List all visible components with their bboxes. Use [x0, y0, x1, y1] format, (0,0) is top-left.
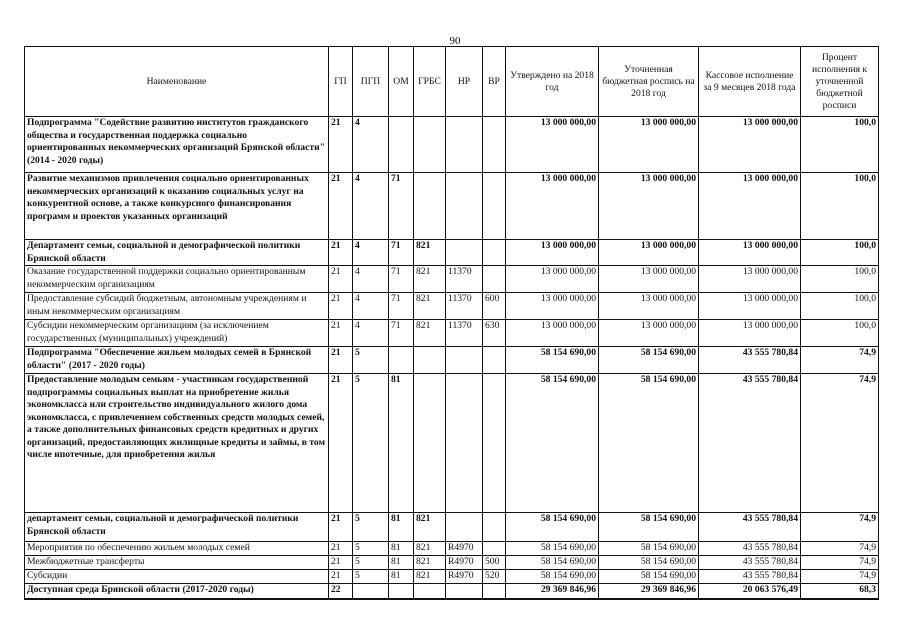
cell-gp: 22 [329, 584, 353, 599]
cell-vr [483, 347, 506, 374]
cell-nr: 11370 [446, 266, 483, 293]
table-row [25, 542, 879, 556]
cell-refined: 13 000 000,00 [599, 240, 699, 266]
cell-gp: 21 [329, 117, 353, 173]
cell-pgp: 5 [353, 570, 389, 584]
cell-approved: 13 000 000,00 [506, 266, 599, 293]
cell-percent: 74,9 [801, 347, 879, 374]
cell-percent: 100,0 [801, 266, 879, 293]
cell-approved: 13 000 000,00 [506, 293, 599, 320]
cell-executed: 13 000 000,00 [699, 173, 801, 240]
cell-pgp: 4 [353, 320, 389, 347]
header-row [25, 47, 879, 117]
table-row [25, 513, 879, 542]
cell-vr [483, 173, 506, 240]
cell-vr [483, 513, 506, 542]
header-percent: Процент исполнения к уточненной бюджетной росписи [801, 47, 879, 117]
cell-executed: 43 555 780,84 [699, 374, 801, 513]
cell-gp: 21 [329, 266, 353, 293]
cell-gp: 21 [329, 556, 353, 570]
cell-nr: 11370 [446, 320, 483, 347]
cell-grbs: 821 [414, 320, 446, 347]
cell-name: Субсидии [25, 570, 329, 584]
cell-executed: 13 000 000,00 [699, 240, 801, 266]
table-row [25, 117, 879, 173]
cell-name: Предоставление субсидий бюджетным, автономным учреждениям и иным некоммерческим организациям [25, 293, 329, 320]
cell-nr [446, 584, 483, 599]
cell-name: Департамент семьи, социальной и демографической политики Брянской области [25, 240, 329, 266]
table-row [25, 320, 879, 347]
cell-percent: 68,3 [801, 584, 879, 599]
table-row [25, 347, 879, 374]
cell-name: Предоставление молодым семьям - участникам государственной подпрограммы социальных выплат на приобретение жилья экономкласса или строительство индивидуального жилого дома экономкласса, с привлечением собственных средств молодых семей, а также дополнительных финансовых средств кредитных и других организаций, предоставляющих жилищные кредиты и займы, в том числе ипотечные, для приобретения жилья [25, 374, 329, 513]
cell-grbs: 821 [414, 556, 446, 570]
cell-executed: 43 555 780,84 [699, 513, 801, 542]
cell-vr [483, 584, 506, 599]
cell-name: департамент семьи, социальной и демографической политики Брянской области [25, 513, 329, 542]
page-number: 90 [449, 35, 461, 47]
cell-executed: 43 555 780,84 [699, 542, 801, 556]
cell-percent: 100,0 [801, 240, 879, 266]
cell-vr [483, 542, 506, 556]
cell-percent: 74,9 [801, 542, 879, 556]
cell-grbs: 821 [414, 542, 446, 556]
cell-percent: 74,9 [801, 513, 879, 542]
cell-nr [446, 347, 483, 374]
cell-approved: 13 000 000,00 [506, 173, 599, 240]
cell-percent: 100,0 [801, 293, 879, 320]
table-row [25, 266, 879, 293]
cell-pgp: 4 [353, 266, 389, 293]
cell-vr: 630 [483, 320, 506, 347]
cell-grbs [414, 117, 446, 173]
cell-pgp: 5 [353, 542, 389, 556]
cell-vr [483, 117, 506, 173]
cell-om: 81 [389, 542, 414, 556]
cell-refined: 58 154 690,00 [599, 556, 699, 570]
header-pgp: ПГП [353, 47, 389, 117]
cell-approved: 58 154 690,00 [506, 570, 599, 584]
cell-refined: 58 154 690,00 [599, 513, 699, 542]
cell-gp: 21 [329, 513, 353, 542]
cell-pgp [353, 584, 389, 599]
cell-gp: 21 [329, 173, 353, 240]
cell-om: 71 [389, 320, 414, 347]
cell-vr: 500 [483, 556, 506, 570]
cell-gp: 21 [329, 570, 353, 584]
header-grbs: ГРБС [414, 47, 446, 117]
cell-grbs [414, 374, 446, 513]
cell-approved: 58 154 690,00 [506, 542, 599, 556]
cell-grbs: 821 [414, 240, 446, 266]
cell-gp: 21 [329, 374, 353, 513]
cell-name: Подпрограмма "Обеспечение жильем молодых семей в Брянской области" (2017 - 2020 годы) [25, 347, 329, 374]
cell-nr [446, 117, 483, 173]
cell-gp: 21 [329, 293, 353, 320]
table-row [25, 570, 879, 584]
cell-refined: 13 000 000,00 [599, 293, 699, 320]
cell-pgp: 5 [353, 513, 389, 542]
cell-percent: 74,9 [801, 556, 879, 570]
cell-pgp: 5 [353, 347, 389, 374]
cell-pgp: 4 [353, 173, 389, 240]
header-approved: Утверждено на 2018 год [506, 47, 599, 117]
cell-nr [446, 374, 483, 513]
cell-approved: 13 000 000,00 [506, 240, 599, 266]
cell-grbs [414, 584, 446, 599]
cell-executed: 13 000 000,00 [699, 117, 801, 173]
header-refined: Уточненная бюджетная роспись на 2018 год [599, 47, 699, 117]
table-row [25, 374, 879, 513]
cell-executed: 43 555 780,84 [699, 570, 801, 584]
cell-om: 71 [389, 293, 414, 320]
cell-grbs: 821 [414, 293, 446, 320]
cell-refined: 13 000 000,00 [599, 173, 699, 240]
cell-grbs [414, 173, 446, 240]
cell-om: 71 [389, 173, 414, 240]
cell-gp: 21 [329, 240, 353, 266]
cell-pgp: 5 [353, 556, 389, 570]
header-executed: Кассовое исполнение за 9 месяцев 2018 года [699, 47, 801, 117]
cell-refined: 13 000 000,00 [599, 320, 699, 347]
cell-vr: 520 [483, 570, 506, 584]
table-row [25, 173, 879, 240]
cell-approved: 58 154 690,00 [506, 374, 599, 513]
cell-om [389, 117, 414, 173]
cell-nr [446, 173, 483, 240]
cell-vr: 600 [483, 293, 506, 320]
cell-name: Доступная среда Брянской области (2017-2020 годы) [25, 584, 329, 599]
cell-approved: 58 154 690,00 [506, 556, 599, 570]
cell-nr: R4970 [446, 556, 483, 570]
cell-name: Межбюджетные трансферты [25, 556, 329, 570]
header-gp: ГП [329, 47, 353, 117]
cell-executed: 13 000 000,00 [699, 320, 801, 347]
cell-om: 81 [389, 374, 414, 513]
header-name: Наименование [25, 47, 329, 117]
budget-table [24, 46, 879, 600]
header-vr: ВР [483, 47, 506, 117]
cell-om [389, 347, 414, 374]
cell-grbs: 821 [414, 513, 446, 542]
cell-pgp: 4 [353, 117, 389, 173]
cell-approved: 58 154 690,00 [506, 347, 599, 374]
cell-vr [483, 240, 506, 266]
header-nr: НР [446, 47, 483, 117]
cell-vr [483, 266, 506, 293]
cell-gp: 21 [329, 347, 353, 374]
cell-om: 71 [389, 240, 414, 266]
cell-percent: 100,0 [801, 320, 879, 347]
cell-grbs: 821 [414, 570, 446, 584]
cell-refined: 58 154 690,00 [599, 374, 699, 513]
cell-om: 81 [389, 556, 414, 570]
cell-om [389, 584, 414, 599]
cell-executed: 43 555 780,84 [699, 347, 801, 374]
cell-percent: 100,0 [801, 173, 879, 240]
cell-refined: 58 154 690,00 [599, 542, 699, 556]
cell-pgp: 4 [353, 240, 389, 266]
cell-percent: 74,9 [801, 374, 879, 513]
cell-grbs [414, 347, 446, 374]
cell-om: 81 [389, 513, 414, 542]
cell-approved: 13 000 000,00 [506, 320, 599, 347]
cell-nr [446, 513, 483, 542]
cell-name: Субсидии некоммерческим организациям (за исключением государственных (муниципальных) учреждений) [25, 320, 329, 347]
cell-pgp: 5 [353, 374, 389, 513]
cell-grbs: 821 [414, 266, 446, 293]
cell-executed: 13 000 000,00 [699, 293, 801, 320]
cell-refined: 13 000 000,00 [599, 266, 699, 293]
cell-nr: R4970 [446, 570, 483, 584]
cell-refined: 58 154 690,00 [599, 570, 699, 584]
cell-name: Развитие механизмов привлечения социально ориентированных некоммерческих организаций к оказанию социальных услуг на конкурентной основе, а также конкурсного финансирования программ и проектов указанных организаций [25, 173, 329, 240]
cell-executed: 13 000 000,00 [699, 266, 801, 293]
cell-approved: 29 369 846,96 [506, 584, 599, 599]
cell-vr [483, 374, 506, 513]
cell-refined: 13 000 000,00 [599, 117, 699, 173]
cell-pgp: 4 [353, 293, 389, 320]
cell-approved: 13 000 000,00 [506, 117, 599, 173]
cell-executed: 20 063 576,49 [699, 584, 801, 599]
cell-gp: 21 [329, 320, 353, 347]
cell-percent: 74,9 [801, 570, 879, 584]
cell-om: 71 [389, 266, 414, 293]
table-row [25, 584, 879, 599]
cell-nr: R4970 [446, 542, 483, 556]
cell-executed: 43 555 780,84 [699, 556, 801, 570]
cell-om: 81 [389, 570, 414, 584]
cell-nr: 11370 [446, 293, 483, 320]
cell-nr [446, 240, 483, 266]
cell-name: Мероприятия по обеспечению жильем молодых семей [25, 542, 329, 556]
cell-name: Подпрограмма "Содействие развитию институтов гражданского общества и государственная поддержка социально ориентированных некоммерческих организаций Брянской области" (2014 - 2020 годы) [25, 117, 329, 173]
table-row [25, 240, 879, 266]
cell-name: Оказание государственной поддержки социально ориентированным некоммерческим организациям [25, 266, 329, 293]
cell-refined: 58 154 690,00 [599, 347, 699, 374]
table-row [25, 293, 879, 320]
cell-percent: 100,0 [801, 117, 879, 173]
cell-approved: 58 154 690,00 [506, 513, 599, 542]
header-om: ОМ [389, 47, 414, 117]
table-row [25, 556, 879, 570]
cell-refined: 29 369 846,96 [599, 584, 699, 599]
cell-gp: 21 [329, 542, 353, 556]
